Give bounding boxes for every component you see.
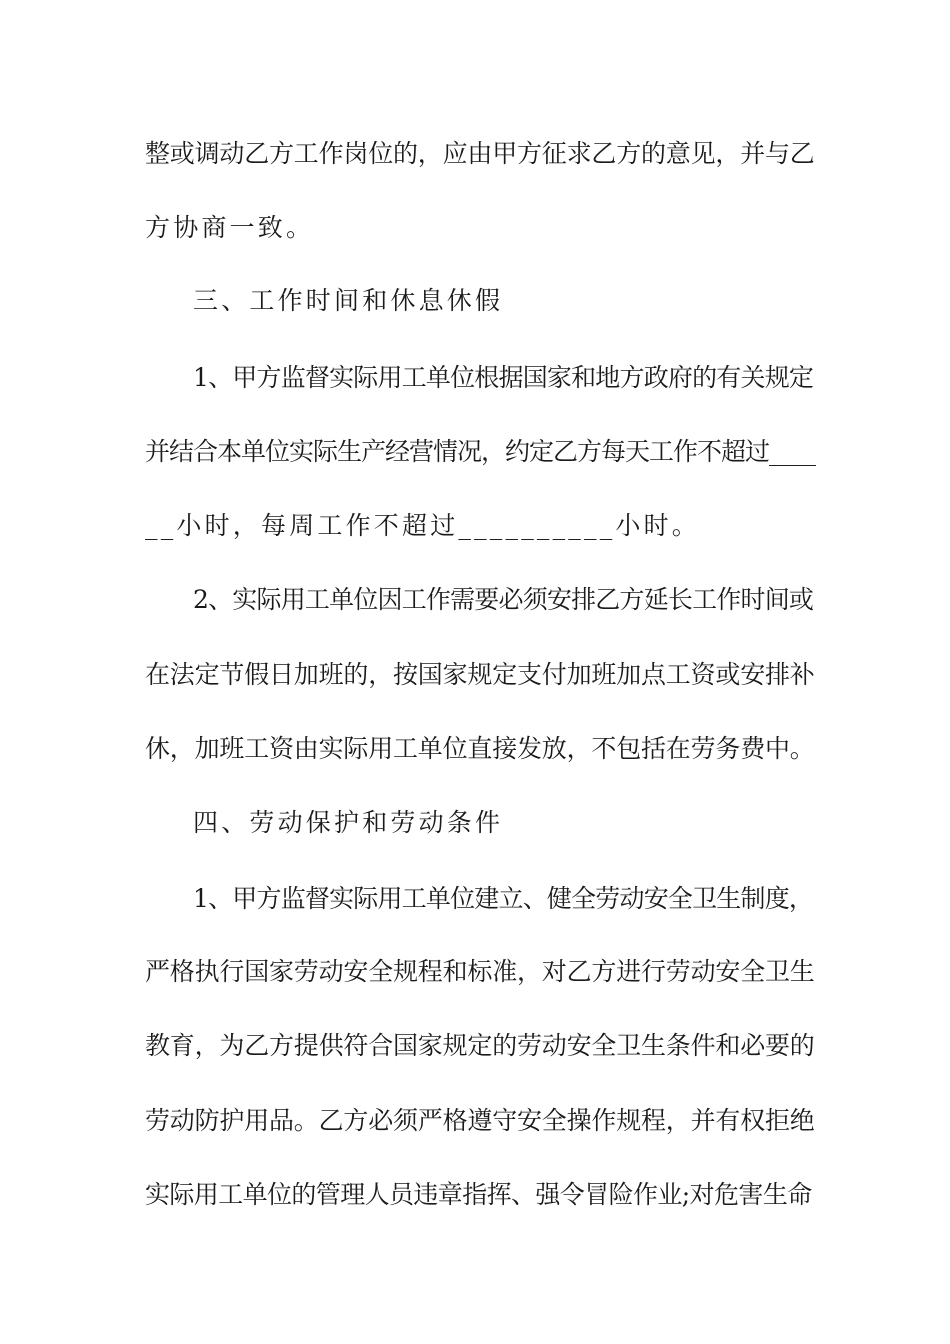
paragraph-line: 整或调动乙方工作岗位的，应由甲方征求乙方的意见，并与乙 [145,139,815,168]
paragraph-line: 实际用工单位的管理人员违章指挥、强令冒险作业;对危害生命 [145,1180,812,1209]
paragraph-line: 教育，为乙方提供符合国家规定的劳动安全卫生条件和必要的 [145,1031,815,1060]
paragraph-line: 严格执行国家劳动安全规程和标准，对乙方进行劳动安全卫生 [145,957,815,986]
section-heading: 三、工作时间和休息休假 [193,286,504,315]
paragraph-line: 在法定节假日加班的，按国家规定支付加班加点工资或安排补 [145,660,815,689]
paragraph-line: __小时，每周工作不超过__________小时。 [145,511,701,540]
paragraph-line: 1、甲方监督实际用工单位建立、健全劳动安全卫生制度， [193,884,814,913]
paragraph-line: 1、甲方监督实际用工单位根据国家和地方政府的有关规定 [193,363,814,392]
paragraph-line: 方协商一致。 [145,213,315,242]
paragraph-line: 劳动防护用品。乙方必须严格遵守安全操作规程，并有权拒绝 [145,1106,815,1135]
paragraph-line: 2、实际用工单位因工作需要必须安排乙方延长工作时间或 [193,585,814,614]
paragraph-line: 休，加班工资由实际用工单位直接发放，不包括在劳务费中。 [145,734,815,763]
section-heading: 四、劳动保护和劳动条件 [193,808,504,837]
paragraph-line: 并结合本单位实际生产经营情况，约定乙方每天工作不超过____ [145,437,816,466]
